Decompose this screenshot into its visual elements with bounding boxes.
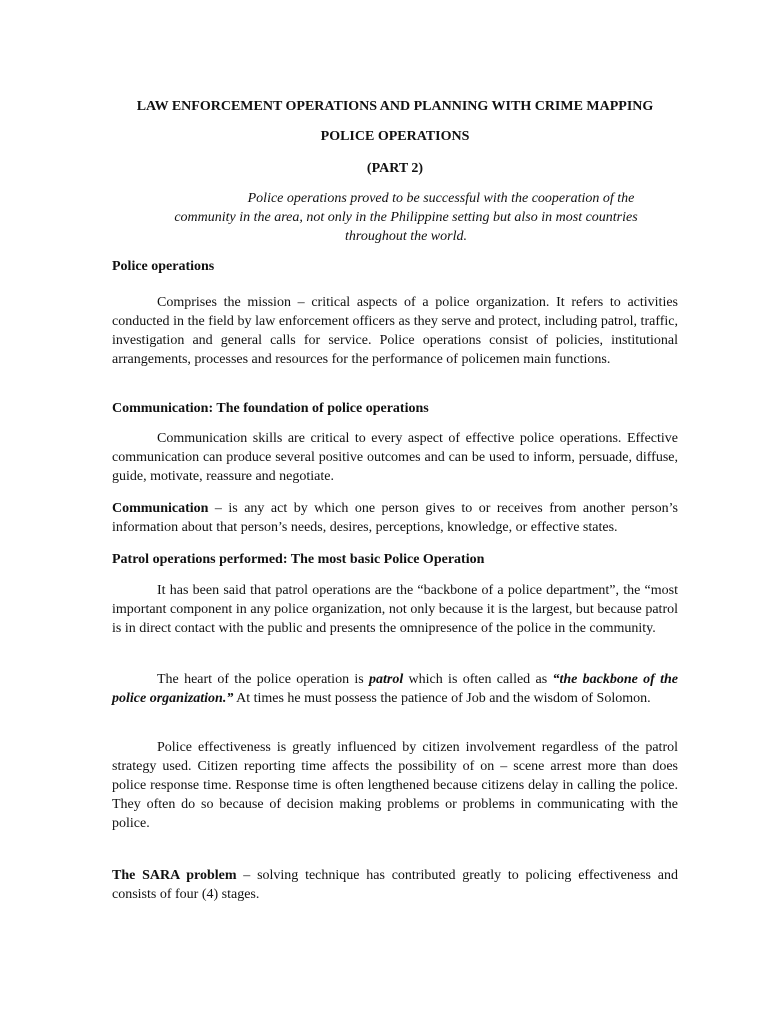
intro-quote: Police operations proved to be successful with the cooperation of the community in the area, not only in the Philippine setting but also in most countries throughout the world. [174,191,638,244]
paragraph-heart-of-police: The heart of the police operation is patrol which is often called as “the backbone of the police organization.” At times he must possess the patience of Job and the wisdom of Solomon. [112,672,678,706]
paragraph-communication-definition [112,499,678,537]
paragraph-sara-problem [112,866,678,904]
document-part-label: (PART 2) [366,161,424,176]
sara-text: – solving technique has contributed greatly to policing effectiveness and consists of four (4) stages. [112,868,678,902]
definition-text: – is any act by which one person gives to or receives from another person’s information about that person’s needs, desires, perceptions, knowledge, or effective states. [112,501,678,535]
definition-term: Communication [112,501,209,516]
section-heading-police-operations: Police operations [112,259,215,274]
emphasis-backbone: “the backbone of the police organization.” [112,672,678,706]
section-heading-patrol-operations: Patrol operations performed: The most basic Police Operation [112,552,485,567]
paragraph-patrol-backbone: It has been said that patrol operations are the “backbone of a police department”, the “most important component in any police organization, not only because it is the largest, but because patrol is in direct contact with the public and presents the omnipresence of the police in the community. [112,583,678,636]
emphasis-patrol: patrol [369,672,404,687]
paragraph-police-effectiveness: Police effectiveness is greatly influenced by citizen involvement regardless of the patrol strategy used. Citizen reporting time affects the possibility of on – scene arrest more than does police response time. Response time is often lengthened because citizens delay in calling the police. They often do so because of decision making problems or problems in communicating with the police. [112,740,678,831]
sara-term: The SARA problem [112,868,237,883]
paragraph-police-operations: Comprises the mission – critical aspects of a police organization. It refers to activities conducted in the field by law enforcement officers as they serve and protect, including patrol, traffic, investigation and general calls for service. Police operations consist of policies, institutional arrangements, processes and resources for the performance of policemen main functions. [112,295,678,367]
document-subtitle: POLICE OPERATIONS [320,129,470,144]
document-title: LAW ENFORCEMENT OPERATIONS AND PLANNING WITH CRIME MAPPING [136,99,654,114]
paragraph-communication: Communication skills are critical to every aspect of effective police operations. Effective communication can produce several positive outcomes and can be used to inform, persuade, diffuse, guide, motivate, reassure and negotiate. [112,431,678,484]
section-heading-communication: Communication: The foundation of police operations [112,401,429,416]
